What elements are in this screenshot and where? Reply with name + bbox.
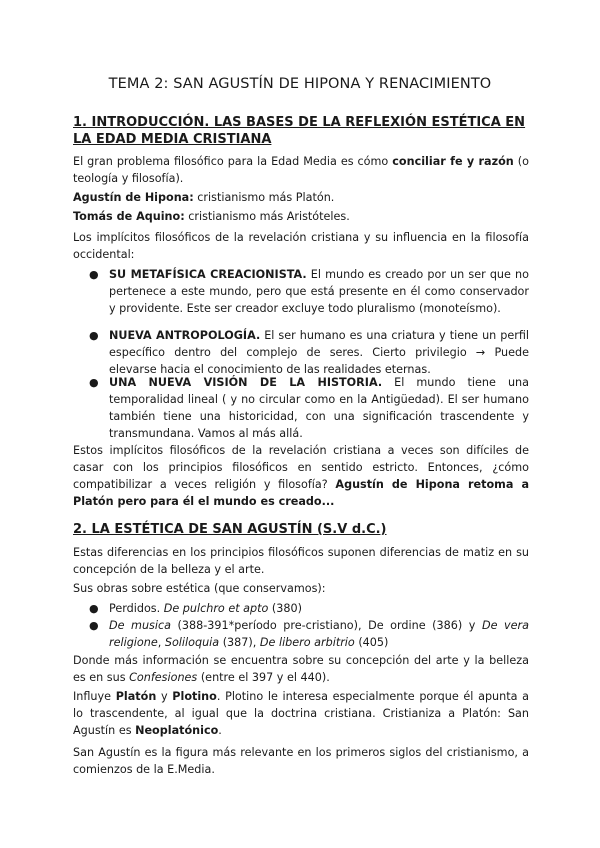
s2-paragraph-4: Influye Platón y Plotino. Plotino le interesa especialmente porque él apunta a lo trascendente, al igual que la doctrina cristiana. Cristianiza a Platón: San Agustín es Neoplatónico. [73, 690, 530, 737]
s2-work-item: Perdidos. De pulchro et apto (380) [109, 602, 302, 615]
bullet-icon: ● [89, 619, 99, 632]
section-1-heading: 1. INTRODUCCIÓN. LAS BASES DE LA REFLEXIÓN ESTÉTICA EN LA EDAD MEDIA CRISTIANA [73, 115, 526, 147]
bullet-icon: ● [89, 268, 99, 281]
s1-paragraph-3: Estos implícitos filosóficos de la revelación cristiana a veces son difíciles de casar con los principios filosóficos en sentido estricto. Entonces, ¿cómo compatibilizar a veces religión y filosofía? Agustín de Hipona retoma a Platón pero para él el mundo es creado... [73, 444, 529, 508]
s1-paragraph-2: Los implícitos filosóficos de la revelación cristiana y su influencia en la filosofía occidental: [73, 231, 529, 261]
s2-work-item: De musica (388-391*período pre-cristiano), De ordine (386) y De vera religione, Soliloquia (387), De libero arbitrio (405) [109, 619, 529, 649]
s2-paragraph-3: Donde más información se encuentra sobre su concepción del arte y la belleza es en sus Confesiones (entre el 397 y el 440). [73, 654, 529, 684]
s1-agustin-line: Agustín de Hipona: cristianismo más Platón. [73, 191, 335, 204]
s1-list-item: NUEVA ANTROPOLOGÍA. El ser humano es una criatura y tiene un perfil específico dentro del complejo de seres. Cierto privilegio → Puede elevarse hacia el conocimiento de las realidades eternas. [109, 329, 529, 376]
bullet-icon: ● [89, 329, 99, 342]
s2-paragraph-5: San Agustín es la figura más relevante en los primeros siglos del cristianismo, a comienzos de la E.Media. [73, 746, 529, 776]
s1-paragraph-1: El gran problema filosófico para la Edad Media es cómo conciliar fe y razón (o teología y filosofía). [73, 155, 529, 185]
s2-paragraph-1: Estas diferencias en los principios filosóficos suponen diferencias de matiz en su concepción de la belleza y el arte. [73, 546, 529, 576]
s2-paragraph-2: Sus obras sobre estética (que conservamos): [73, 582, 326, 595]
page-title: TEMA 2: SAN AGUSTÍN DE HIPONA Y RENACIMIENTO [108, 76, 492, 92]
bullet-icon: ● [89, 376, 99, 389]
section-2-heading: 2. LA ESTÉTICA DE SAN AGUSTÍN (S.V d.C.) [73, 522, 387, 537]
s1-list-item: SU METAFÍSICA CREACIONISTA. El mundo es creado por un ser que no pertenece a este mundo, pero que está presente en él como conservador y providente. Este ser creador excluye todo pluralismo (monoteísmo). [109, 268, 529, 315]
s1-list-item: UNA NUEVA VISIÓN DE LA HISTORIA. El mundo tiene una temporalidad lineal ( y no circular como en la Antigüedad). El ser humano también tiene una historicidad, con una significación trascendente y transmundana. Vamos al más allá. [109, 376, 529, 440]
s1-tomas-line: Tomás de Aquino: cristianismo más Aristóteles. [73, 210, 350, 223]
bullet-icon: ● [89, 602, 99, 615]
